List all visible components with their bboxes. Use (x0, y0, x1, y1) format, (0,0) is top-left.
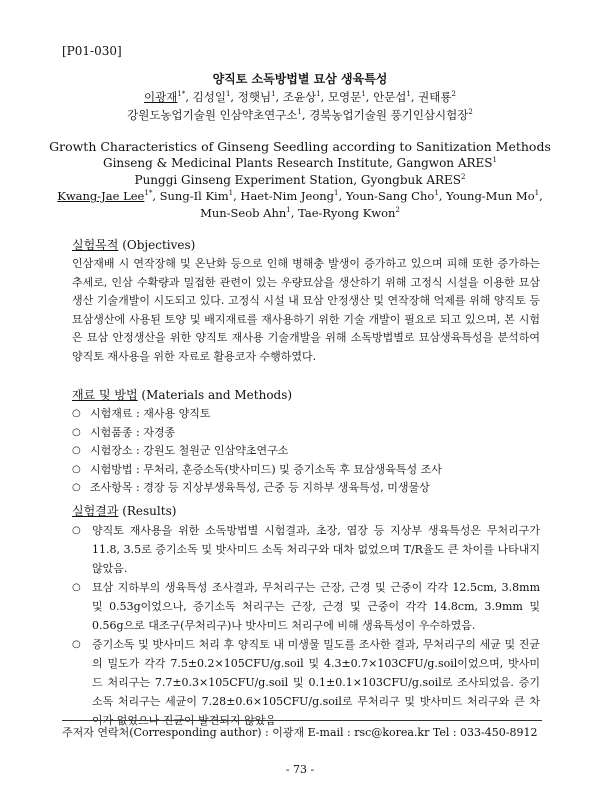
korean-affiliations: 강원도농업기술원 인삼약초연구소$^1$, 경북농업기술원 풍기인삼시험장$^2$ (127, 108, 473, 122)
corresponding-author-note: 주저자 연락처(Corresponding author) : 이광재 E-mail : rsc@korea.kr Tel : 033-450-8912 (62, 726, 538, 739)
list-item: ○ 조사항목 : 경장 등 지상부생육특성, 근중 등 지하부 생육특성, 미생물상 (72, 479, 540, 498)
results-heading: 실험결과 (Results) (72, 504, 177, 518)
list-item: ○ 양직토 재사용을 위한 소독방법별 시험결과, 초장, 엽장 등 지상부 생육특성은 무처리구가 11.8, 3.5로 증기소독 및 밧사미드 소독 처리구와 대차 없었으며 T/R율도 큰 차이를 나타내지 않았음. (72, 521, 540, 578)
list-item: ○ 시험품종 : 자경종 (72, 424, 540, 443)
page-number: - 73 - (285, 763, 315, 776)
materials-heading: 재료 및 방법 (Materials and Methods) (72, 388, 293, 402)
korean-title: 양직토 소독방법별 묘삼 생육특성 (212, 72, 388, 86)
footnote-divider (62, 720, 542, 721)
english-affiliations: Ginseng & Medicinal Plants Research Institute, Gangwon ARES$^1$ Punggi Ginseng Experiment Station, Gyongbuk ARES$^2$ (102, 156, 497, 187)
objectives-heading: 실험목적 (Objectives) (72, 238, 196, 252)
results-list (72, 521, 540, 730)
objectives-section (72, 236, 540, 366)
materials-list (72, 405, 540, 498)
korean-lead-author: 이광재 (144, 90, 178, 104)
list-item: ○ 증기소독 및 밧사미드 처리 후 양직토 내 미생물 밀도를 조사한 결과, 무처리구의 세균 및 진균의 밀도가 각각 7.5±0.2×105CFU/g.soil 및 4.3±0.7×103CFU/g.soil이었으며, 밧사미드 처리구는 7.7±0.3×105CFU/g.soil 및 0.1±0.1×103CFU/g.soil로 조사되었음. 증기소독 처리구는 세균이 7.28±0.6×105CFU/g.soil로 무처리구 및 밧사미드 처리구와 큰 차이가 없었으나 진균이 발견되지 않았음 (72, 635, 540, 730)
list-item: ○ 시험재료 : 재사용 양직토 (72, 405, 540, 424)
english-authors: Kwang-Jae Lee$^{1*}$, Sung-Il Kim$^1$, Haet-Nim Jeong$^1$, Youn-Sang Cho$^1$, Young-Mun Mo$^1$, Mun-Seob Ahn$^1$, Tae-Ryong Kwon$^2$ (57, 189, 543, 220)
list-item: ○ 시험방법 : 무처리, 훈증소독(밧사미드) 및 증기소독 후 묘삼생육특성 조사 (72, 461, 540, 480)
english-title: Growth Characteristics of Ginseng Seedling according to Sanitization Methods (49, 139, 551, 154)
abstract-code: [P01-030] (62, 44, 122, 58)
list-item: ○ 묘삼 지하부의 생육특성 조사결과, 무처리구는 근장, 근경 및 근중이 각각 12.5cm, 3.8mm 및 0.53g이었으나, 증기소독 처리구는 근장, 근경 및 근중이 각각 14.8cm, 3.9mm 및 0.56g으로 대조구(무처리구)나 밧사미드 처리구에 비해 생육특성이 우수하였음. (72, 578, 540, 635)
korean-authors: 이광재$^{1*}$, 김성일$^1$, 정햇님$^1$, 조윤상$^1$, 모영문$^1$, 안문섭$^1$, 권태룡$^2$ (144, 90, 456, 104)
english-lead-author: Kwang-Jae Lee (57, 189, 145, 203)
list-item: ○ 시험장소 : 강원도 철원군 인삼약초연구소 (72, 442, 540, 461)
results-section (72, 502, 540, 730)
materials-section (72, 386, 540, 498)
objectives-paragraph: 인삼재배 시 연작장해 및 온난화 등으로 인해 병해충 발생이 증가하고 있으며 피해 또한 증가하는 추세로, 인삼 수확량과 밀접한 관련이 있는 우량묘삼을 생산하기 위해 고정식 시설을 이용한 묘삼생산 기술개발이 시도되고 있다. 고정식 시설 내 묘삼 안정생산 및 연작장해 억제를 위해 양직토 등 묘삼생산에 사용된 토양 및 배지재료를 재사용하기 위한 기술 개발이 필요로 되고 있으며, 본 시험은 묘삼 안정생산을 위한 양직토 재사용 기술개발을 위해 소독방법별로 묘삼생육특성을 분석하여 양직토 재사용을 위한 자료로 활용코자 수행하였다. (72, 257, 540, 363)
